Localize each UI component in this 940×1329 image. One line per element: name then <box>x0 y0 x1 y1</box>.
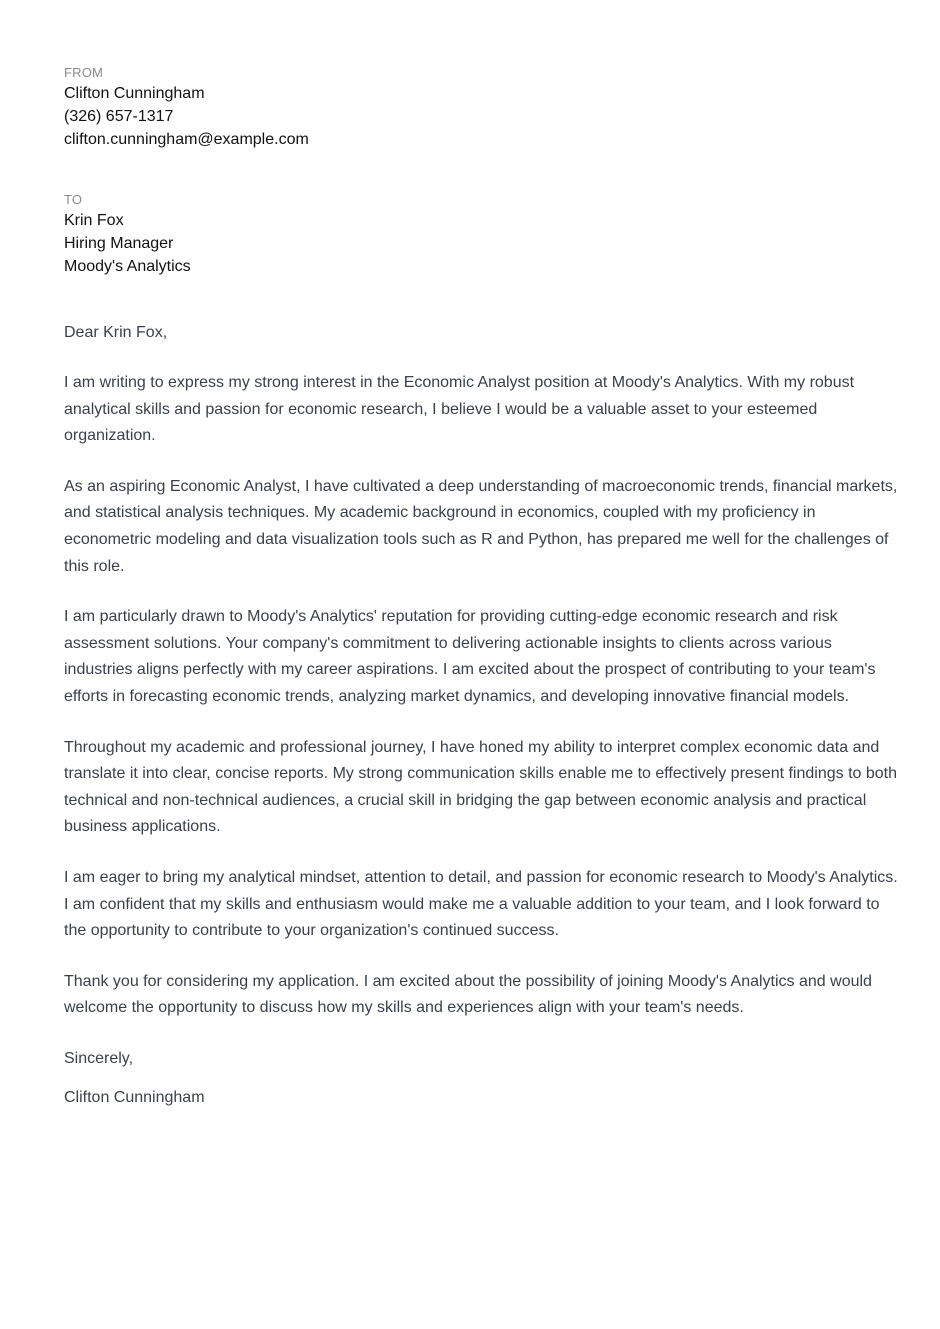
to-label: TO <box>64 192 83 207</box>
recipient-title: Hiring Manager <box>64 235 174 252</box>
body-paragraph: I am writing to express my strong interest in the Economic Analyst position at Moody's Analytics. With my robust analytical skills and passion for economic research, I believe I would be a valuable asset to your esteemed organization. <box>64 374 855 445</box>
body-paragraph: I am particularly drawn to Moody's Analytics' reputation for providing cutting-edge economic research and risk assessment solutions. Your company's commitment to delivering actionable insights to clients across various industries aligns perfectly with my career aspirations. I am excited about the prospect of contributing to your team's efforts in forecasting economic trends, analyzing market dynamics, and developing innovative financial models. <box>64 608 876 705</box>
body-paragraph: Thank you for considering my application. I am excited about the possibility of joining Moody's Analytics and would welcome the opportunity to discuss how my skills and experiences align with your team's needs. <box>64 972 872 1017</box>
recipient-name: Krin Fox <box>64 212 124 229</box>
cover-letter <box>64 64 900 1111</box>
letter-body <box>64 370 900 1022</box>
body-paragraph: As an aspiring Economic Analyst, I have cultivated a deep understanding of macroeconomic trends, financial markets, and statistical analysis techniques. My academic background in economics, coupled with my proficiency in econometric modeling and data visualization tools such as R and Python, has prepared me well for the challenges of this role. <box>64 477 898 575</box>
recipient-company: Moody's Analytics <box>64 258 191 275</box>
sender-email: clifton.cunningham@example.com <box>64 131 309 148</box>
body-paragraph: Throughout my academic and professional journey, I have honed my ability to interpret complex economic data and translate it into clear, concise reports. My strong communication skills enable me to effectively present findings to both technical and non-technical audiences, a crucial skill in bridging the gap between economic analysis and practical business applications. <box>64 738 897 836</box>
sender-name: Clifton Cunningham <box>64 85 205 102</box>
from-label: FROM <box>64 65 104 80</box>
signature: Clifton Cunningham <box>64 1088 205 1106</box>
sender-phone: (326) 657-1317 <box>64 108 174 125</box>
closing: Sincerely, <box>64 1049 134 1067</box>
sender-block <box>64 64 900 151</box>
recipient-block <box>64 191 900 278</box>
body-paragraph: I am eager to bring my analytical mindset, attention to detail, and passion for economic research to Moody's Analytics. I am confident that my skills and enthusiasm would make me a valuable addition to your team, and I look forward to the opportunity to contribute to your organization's continued success. <box>64 868 898 940</box>
salutation: Dear Krin Fox, <box>64 324 168 341</box>
